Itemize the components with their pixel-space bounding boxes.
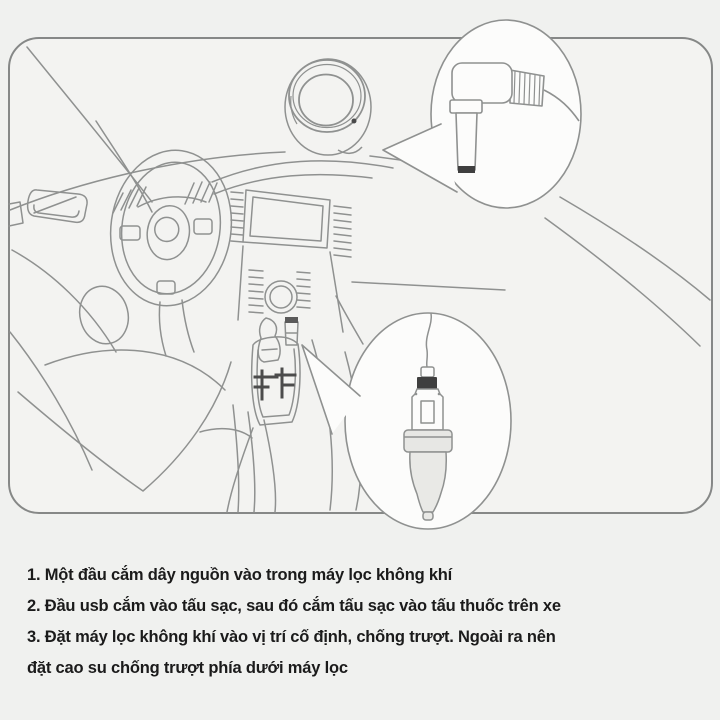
instruction-step-3-continued: đặt cao su chống trượt phía dưới máy lọc <box>27 659 348 677</box>
plug-tip <box>458 166 475 173</box>
air-purifier-illustration <box>285 59 371 155</box>
instructions-block <box>27 560 687 684</box>
charger-tip <box>423 512 433 520</box>
instruction-step-3: 3. Đặt máy lọc không khí vào vị trí cố định, chống trượt. Ngoài ra nên <box>27 628 556 646</box>
usb-metal-shell <box>417 377 437 389</box>
gear-lever-boot-line <box>262 349 277 350</box>
instruction-step-2: 2. Đầu usb cắm vào tấu sạc, sau đó cắm tấu sạc vào tấu thuốc trên xe <box>27 597 561 615</box>
socket-cap <box>285 317 298 323</box>
instruction-step-1: 1. Một đầu cắm dây nguồn vào trong máy lọc không khí <box>27 566 453 584</box>
purifier-latch-dot <box>352 119 357 124</box>
charger-collar <box>404 430 452 452</box>
